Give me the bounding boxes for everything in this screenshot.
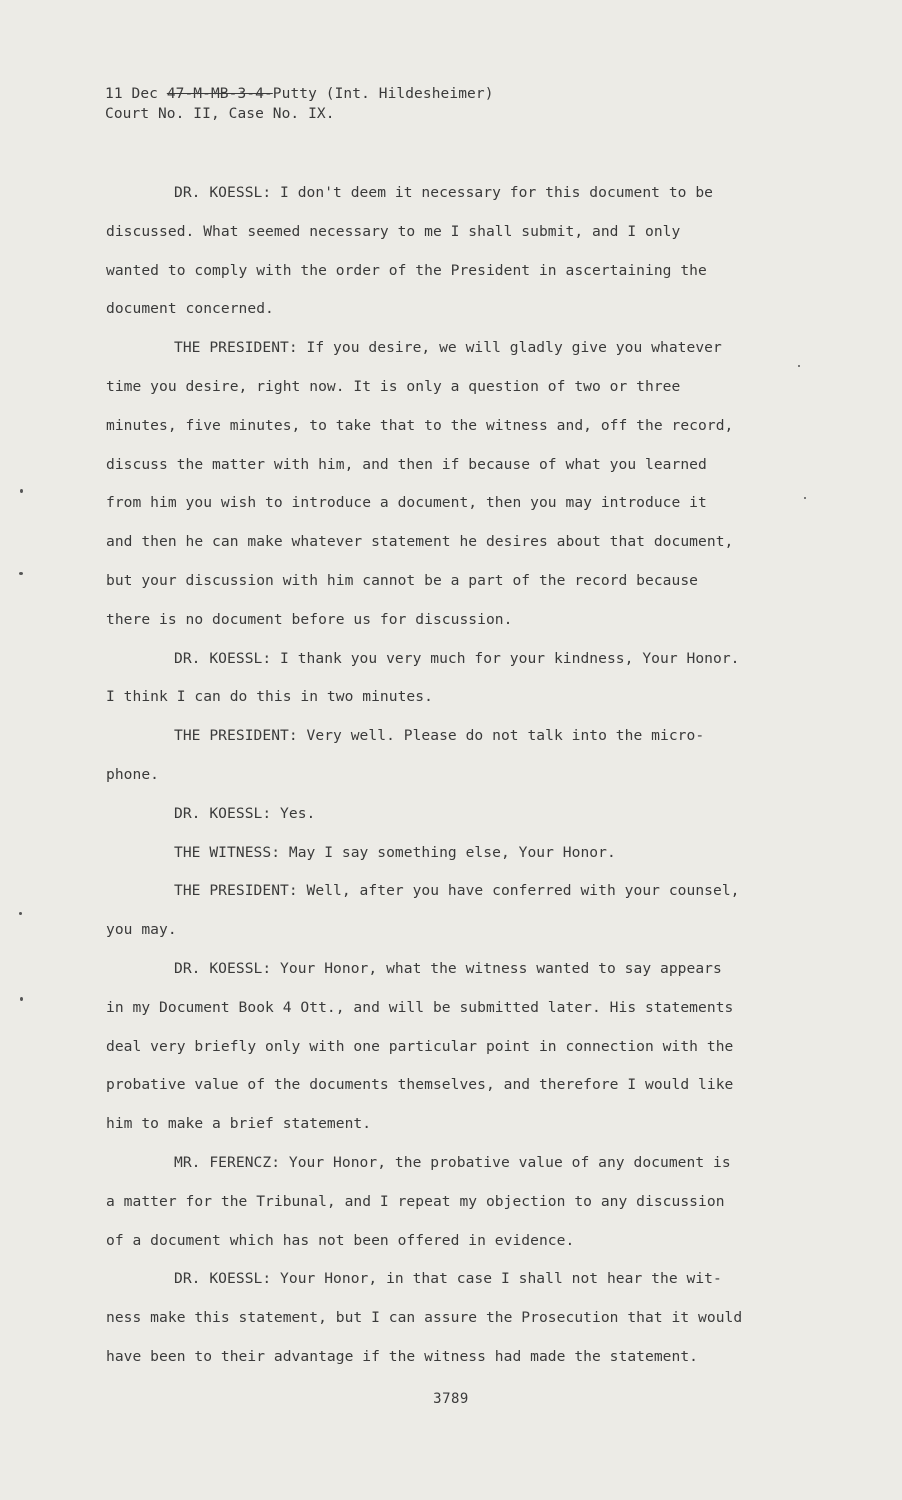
- header-line-1: [105, 84, 494, 104]
- header-line-2: Court No. II, Case No. IX.: [105, 106, 335, 122]
- text-line: but your discussion with him cannot be a part of the record because: [106, 571, 699, 589]
- text-line: time you desire, right now. It is only a question of two or three: [106, 377, 681, 395]
- text-line: wanted to comply with the order of the President in ascertaining the: [106, 261, 707, 279]
- text-line: you may.: [106, 921, 177, 939]
- text-line: discuss the matter with him, and then if because of what you learned: [106, 455, 707, 473]
- paragraph-koessl-3: [106, 795, 806, 834]
- text-line: MR. FERENCZ: Your Honor, the probative value of any document is: [174, 1153, 731, 1171]
- paper-speck: [20, 489, 23, 493]
- text-line: from him you wish to introduce a document, then you may introduce it: [106, 494, 707, 512]
- text-line: minutes, five minutes, to take that to the witness and, off the record,: [106, 416, 734, 434]
- paragraph-koessl-2: [106, 640, 806, 718]
- text-line: DR. KOESSL: I don't deem it necessary for this document to be: [174, 184, 714, 201]
- text-line: THE PRESIDENT: Very well. Please do not talk into the micro-: [174, 727, 705, 745]
- paper-speck: [19, 572, 23, 575]
- paper-speck: [20, 997, 23, 1001]
- text-line: him to make a brief statement.: [106, 1115, 372, 1133]
- text-line: of a document which has not been offered in evidence.: [106, 1231, 575, 1249]
- paragraph-ferencz-1: [106, 1144, 806, 1260]
- text-line: ness make this statement, but I can assure the Prosecution that it would: [106, 1309, 743, 1327]
- paragraph-koessl-1: [106, 174, 806, 329]
- paper-speck: [798, 365, 800, 367]
- paragraph-witness-1: [106, 834, 806, 873]
- paragraph-president-3: [106, 872, 806, 950]
- text-line: in my Document Book 4 Ott., and will be submitted later. His statements: [106, 998, 734, 1016]
- text-line: THE PRESIDENT: If you desire, we will gladly give you whatever: [174, 339, 722, 357]
- paper-speck: [19, 912, 22, 915]
- page-number: 3789: [433, 1391, 469, 1407]
- text-line: deal very briefly only with one particular point in connection with the: [106, 1037, 734, 1055]
- text-line: have been to their advantage if the witness had made the statement.: [106, 1347, 699, 1365]
- text-line: I think I can do this in two minutes.: [106, 688, 433, 706]
- text-line: probative value of the documents themselves, and therefore I would like: [106, 1076, 734, 1094]
- paper-speck: [804, 497, 806, 499]
- text-line: DR. KOESSL: Your Honor, in that case I shall not hear the wit-: [174, 1270, 722, 1288]
- paragraph-president-1: [106, 329, 806, 639]
- text-line: DR. KOESSL: I thank you very much for your kindness, Your Honor.: [174, 649, 740, 667]
- text-line: a matter for the Tribunal, and I repeat my objection to any discussion: [106, 1192, 725, 1210]
- document-header: [105, 84, 494, 124]
- header-reporter: Putty (Int. Hildesheimer): [272, 86, 494, 102]
- transcript-body: [106, 174, 806, 1377]
- text-line: discussed. What seemed necessary to me I shall submit, and I only: [106, 222, 681, 240]
- text-line: document concerned.: [106, 300, 274, 318]
- text-line: THE WITNESS: May I say something else, Your Honor.: [174, 843, 616, 861]
- paragraph-koessl-4: [106, 950, 806, 1144]
- paragraph-president-2: [106, 717, 806, 795]
- text-line: THE PRESIDENT: Well, after you have conferred with your counsel,: [174, 882, 740, 900]
- paragraph-koessl-5: [106, 1260, 806, 1376]
- text-line: there is no document before us for discussion.: [106, 610, 513, 628]
- text-line: DR. KOESSL: Yes.: [174, 804, 316, 822]
- header-struck-code: 47-M-MB-3-4-: [166, 86, 273, 102]
- text-line: DR. KOESSL: Your Honor, what the witness wanted to say appears: [174, 959, 722, 977]
- text-line: phone.: [106, 765, 160, 783]
- header-date: 11 Dec: [105, 86, 167, 102]
- text-line: and then he can make whatever statement he desires about that document,: [106, 533, 734, 551]
